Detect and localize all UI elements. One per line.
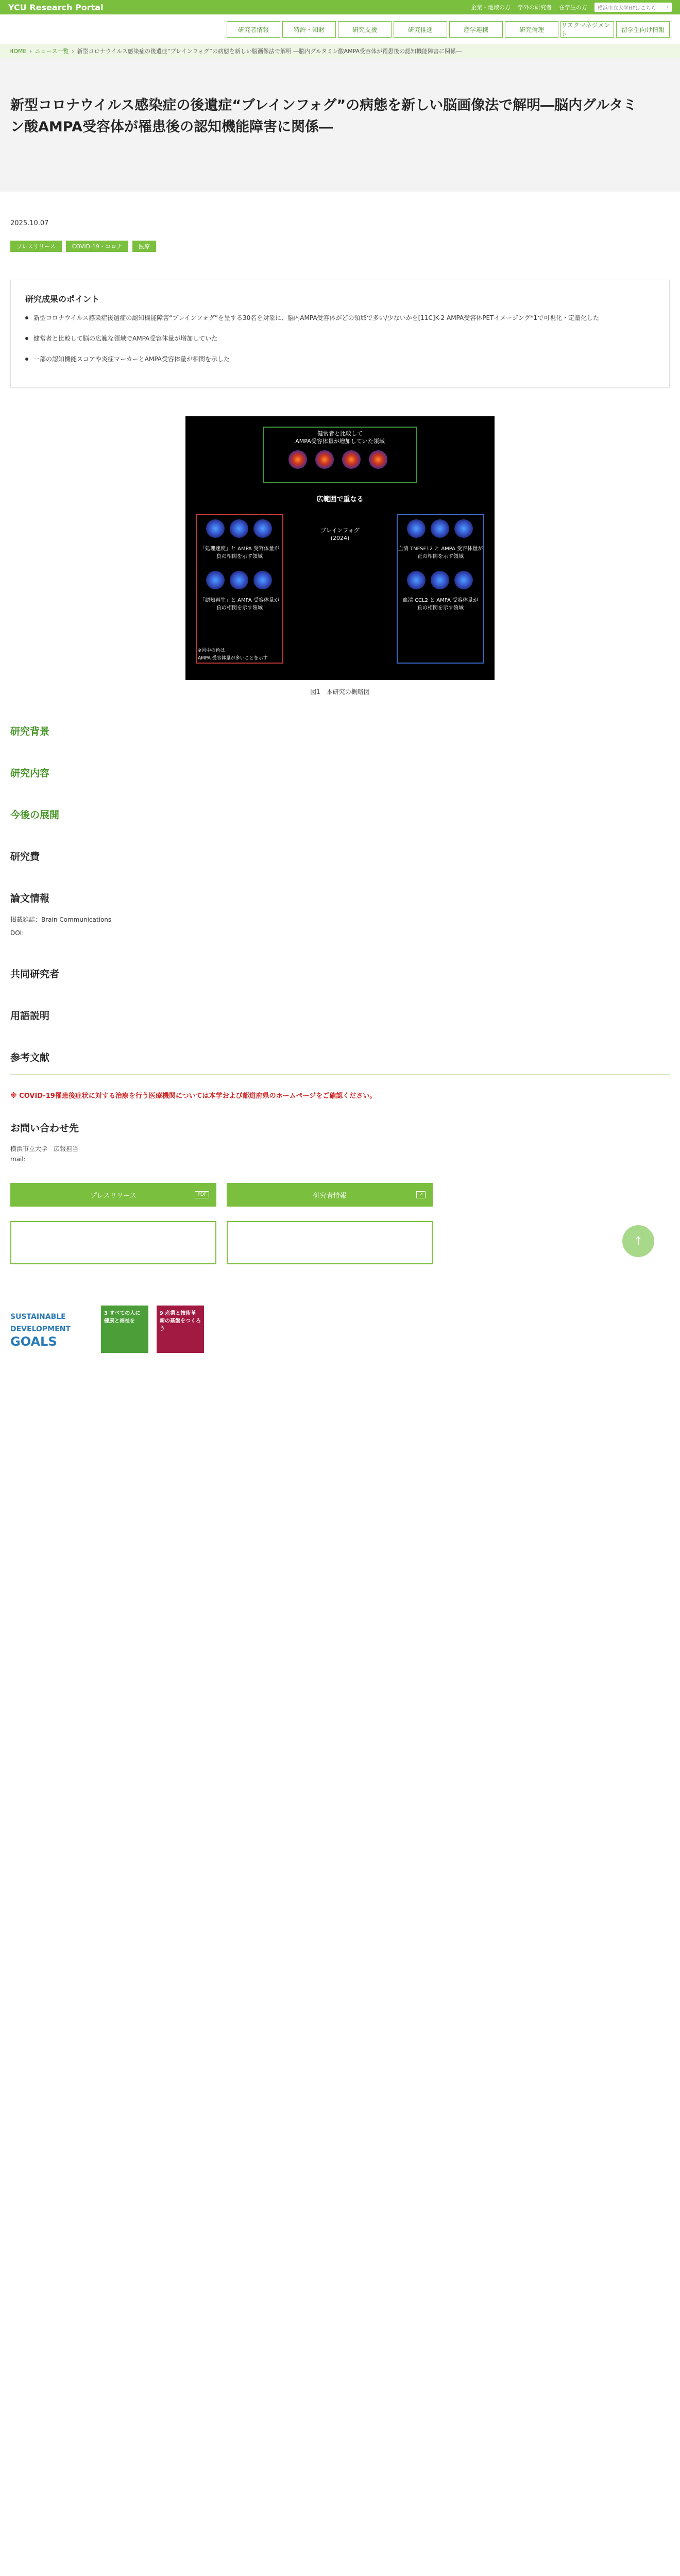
external-link-icon: ↗ xyxy=(416,1191,426,1198)
section-collaborators xyxy=(0,967,680,980)
nav-researchers[interactable]: 研究者情報 xyxy=(227,21,280,38)
bullet-icon xyxy=(25,358,28,361)
brain-scan-image xyxy=(230,519,248,538)
brain-scan-image xyxy=(342,450,361,469)
brain-scan-image xyxy=(454,571,473,589)
brain-scan-image xyxy=(253,519,272,538)
page-title: 新型コロナウイルス感染症の後遺症“ブレインフォグ”の病態を新しい脳画像法で解明―脳内グルタミン酸AMPA受容体が罹患後の認知機能障害に関係― xyxy=(10,97,637,135)
figure-right-label-2: 血清 CCL2 と AMPA 受容体量が 負の相関を示す領域 xyxy=(402,598,479,611)
researcher-info-button[interactable]: 研究者情報 ↗ xyxy=(227,1183,433,1207)
bullet-icon xyxy=(25,316,28,319)
contact-heading: お問い合わせ先 xyxy=(10,1123,79,1134)
sdgs-logo: SUSTAINABLE DEVELOPMENT GOALS xyxy=(10,1313,71,1349)
brain-scan-image xyxy=(369,450,387,469)
top-link-students[interactable]: 在学生の方 xyxy=(559,4,587,11)
brain-scan-image xyxy=(288,450,307,469)
section-heading: 用語説明 xyxy=(10,1010,50,1022)
bullet-icon xyxy=(25,337,28,340)
brain-scan-image xyxy=(407,519,426,538)
section-heading: 研究背景 xyxy=(10,726,50,737)
key-points-box xyxy=(10,280,670,387)
section-heading: 今後の展開 xyxy=(10,809,60,821)
nav-collaboration[interactable]: 産学連携 xyxy=(449,21,503,38)
portal-title[interactable]: YCU Research Portal xyxy=(8,2,104,12)
paper-doi-row: DOI: xyxy=(10,929,24,937)
brain-scan-image xyxy=(206,571,225,589)
arrow-icon: › xyxy=(667,4,669,10)
key-points-heading: 研究成果のポイント xyxy=(25,294,100,304)
nav-international[interactable]: 留学生向け情報 xyxy=(616,21,670,38)
tag-list xyxy=(10,241,670,252)
paper-journal: 掲載雑誌：Brain Communications xyxy=(10,916,112,923)
nav-risk[interactable]: リスクマネジメント xyxy=(560,21,614,38)
section-paper xyxy=(0,891,680,939)
key-point-item: 新型コロナウイルス感染症後遺症の認知機能障害“ブレインフォグ”を呈する30名を対象に、脳内AMPA受容体がどの領域で多い/少ないかを[11C]K-2 AMPA受容体PETイメージング*1で可視化・定量化した xyxy=(25,313,655,323)
sdg-9-tile[interactable]: 9 産業と技術革新の基盤をつくろう xyxy=(157,1306,204,1353)
figure-note: ※図中の色は AMPA 受容体量が多いことを示す xyxy=(198,648,268,661)
contact-section xyxy=(0,1121,680,1164)
section-heading: 研究内容 xyxy=(10,768,50,779)
nav-ethics[interactable]: 研究倫理 xyxy=(505,21,558,38)
press-archive-button[interactable] xyxy=(227,1221,433,1264)
breadcrumb xyxy=(0,44,680,58)
section-glossary xyxy=(0,1008,680,1022)
nav-support[interactable]: 研究支援 xyxy=(338,21,392,38)
section-heading: 参考文献 xyxy=(10,1052,50,1063)
figure-center-label: 広範囲で重なる xyxy=(316,496,364,503)
sdgs-section xyxy=(0,1306,680,1353)
section-funding xyxy=(0,849,680,863)
tag-medical[interactable]: 医療 xyxy=(132,241,156,252)
breadcrumb-current: 新型コロナウイルス感染症の後遺症“ブレインフォグ”の病態を新しい脳画像法で解明 ―脳内グルタミン酸AMPA受容体が罹患後の認知機能障害に関係― xyxy=(77,48,462,55)
article-hero xyxy=(0,58,680,192)
brain-scan-image xyxy=(431,571,449,589)
pdf-icon: PDF xyxy=(195,1191,209,1198)
figure-center-sub: ブレインフォグ (2024) xyxy=(320,527,360,541)
university-home-link[interactable]: 横浜市立大学HPはこちら › xyxy=(594,3,672,12)
medical-notice: ※ COVID-19罹患後症状に対する治療を行う医療機関については本学および都道府県のホームページをご確認ください。 xyxy=(10,1092,377,1100)
figure-top-label: 健常者と比較して AMPA受容体量が増加していた領域 xyxy=(295,430,385,445)
key-point-item: 健常者と比較して脳の広範な領域でAMPA受容体量が増加していた xyxy=(25,333,655,344)
top-bar xyxy=(0,0,680,14)
chevron-right-icon: › xyxy=(29,47,32,55)
sdg-3-tile[interactable]: 3 すべての人に健康と福祉を xyxy=(101,1306,148,1353)
brain-scan-image xyxy=(230,571,248,589)
brain-scan-image xyxy=(431,519,449,538)
secondary-buttons xyxy=(0,1221,680,1264)
section-content xyxy=(0,766,680,779)
press-release-pdf-button[interactable]: プレスリリース PDF xyxy=(10,1183,216,1207)
arrow-up-icon: ↑ xyxy=(633,1234,643,1248)
main-nav xyxy=(0,14,680,44)
brain-scan-image xyxy=(407,571,426,589)
section-heading: 共同研究者 xyxy=(10,969,60,980)
key-point-item: 一部の認知機能スコアや炎症マーカーとAMPA受容体量が相関を示した xyxy=(25,354,655,364)
breadcrumb-news[interactable]: ニュース一覧 xyxy=(35,48,69,55)
nav-promotion[interactable]: 研究推進 xyxy=(394,21,447,38)
figure-left-label-2: 「認知再生」と AMPA 受容体量が 負の相関を示す領域 xyxy=(199,598,280,611)
brain-scan-image xyxy=(206,519,225,538)
tag-covid[interactable]: COVID-19・コロナ xyxy=(66,241,128,252)
scroll-top-button[interactable] xyxy=(622,1225,654,1257)
section-heading: 論文情報 xyxy=(10,893,50,904)
study-figure xyxy=(185,416,495,680)
top-link-business[interactable]: 企業・地域の方 xyxy=(471,4,511,11)
figure-right-label-1: 血清 TNFSF12 と AMPA 受容体量が 正の相関を示す領域 xyxy=(398,546,483,560)
primary-buttons xyxy=(0,1183,680,1207)
brain-scan-image xyxy=(315,450,334,469)
section-heading: 研究費 xyxy=(10,851,40,862)
chevron-right-icon: › xyxy=(72,47,74,55)
divider xyxy=(10,1074,670,1075)
breadcrumb-home[interactable]: HOME xyxy=(9,47,27,55)
top-link-researchers[interactable]: 学外の研究者 xyxy=(518,4,552,11)
section-references xyxy=(0,1050,680,1064)
section-future xyxy=(0,807,680,821)
nav-patents[interactable]: 特許・知財 xyxy=(282,21,336,38)
figure-left-label-1: 「処理速度」と AMPA 受容体量が 負の相関を示す領域 xyxy=(199,546,280,560)
section-background xyxy=(0,724,680,738)
contact-mail-row: mail: xyxy=(10,1156,26,1163)
researcher-profile-button[interactable] xyxy=(10,1221,216,1264)
brain-scan-image xyxy=(454,519,473,538)
contact-org: 横浜市立大学 広報担当 xyxy=(10,1145,79,1153)
figure-caption: 図1 本研究の概略図 xyxy=(310,688,370,696)
article-date: 2025.10.07 xyxy=(10,219,49,227)
tag-press[interactable]: プレスリリース xyxy=(10,241,62,252)
brain-scan-image xyxy=(253,571,272,589)
